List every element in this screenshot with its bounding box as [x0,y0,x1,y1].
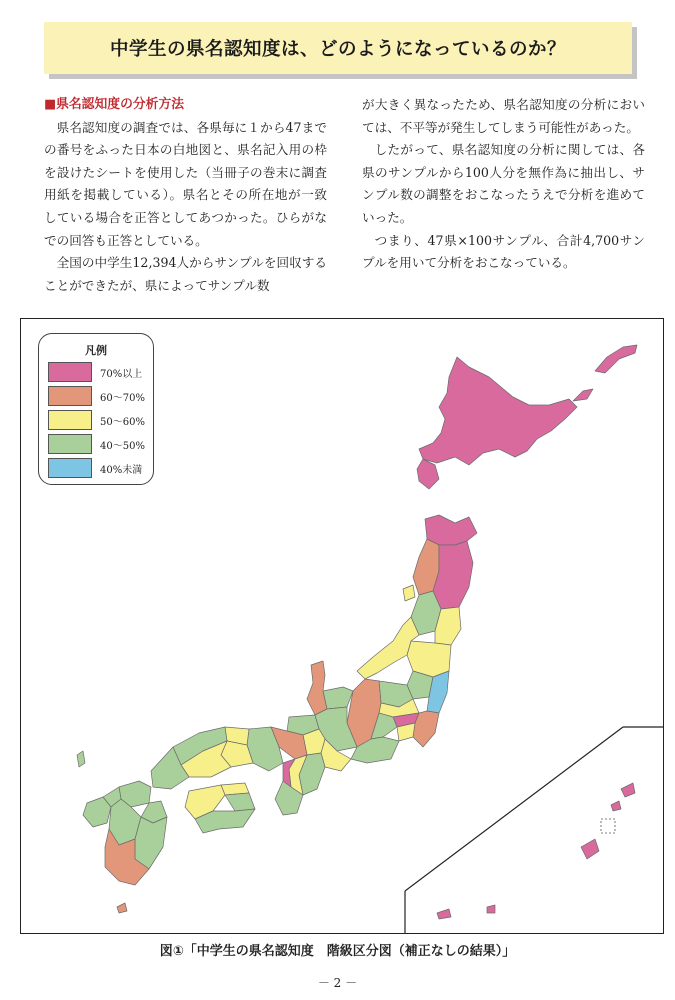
paragraph: したがって、県名認知度の分析に関しては、各県のサンプルから100人分を無作為に抽出し、サンプル数の調整をおこなったうえで分析を進めていった。 [362,142,645,225]
island-okinawa-4 [487,905,495,913]
island-okinawa-3 [437,909,451,919]
legend-swatch [48,434,92,454]
figure-caption: 図①「中学生の県名認知度 階級区分図（補正なしの結果）」 [159,944,516,959]
island-yakushima [117,903,127,913]
pref-hokkaido [419,357,577,465]
text-column-left [44,94,327,297]
legend-title: 凡例 [85,344,107,357]
island-kuril-2 [573,389,593,401]
pref-okinawa [581,839,599,859]
legend-label: 40%未満 [100,465,143,476]
paragraph: つまり、47県×100サンプル、合計4,700サンプルを用いて分析をおこなっている。 [362,232,645,271]
legend-swatch [48,458,92,478]
paragraph: 全国の中学生12,394人からサンプルを回収することができたが、県によってサンプル数 [44,255,327,293]
legend-label: 60～70% [100,393,145,404]
legend-swatch [48,362,92,382]
island-tsushima [77,751,85,767]
paragraph: 県名認知度の調査では、各県毎に１から47までの番号をふった日本の白地図と、県名記入用の枠を設けたシートを使用した（当冊子の巻末に調査用紙を掲載している）。県名とその所在地が一致している場合を正答としてあつかった。ひらがなでの回答も正答としている。 [44,119,327,248]
page-title: 中学生の県名認知度は、どのようになっているのか？ [109,39,566,60]
title-box [44,22,632,74]
legend-label: 70%以上 [100,369,143,380]
pref-iwate [433,541,473,609]
pref-tokushima [225,793,255,811]
legend-swatch [48,386,92,406]
island-sado [403,585,415,601]
island-kuril [595,345,637,373]
pref-ishikawa [307,661,327,715]
pref-toyama [323,687,353,709]
island-okinawa-2 [621,783,635,797]
legend-label: 40～50% [100,441,145,452]
inset-divider-line [405,727,623,891]
inset-marker [601,819,615,833]
text-column-right [362,94,645,275]
island-okinawa-5 [611,801,621,811]
pref-nagasaki [83,797,111,827]
hokkaido-peninsula [417,459,439,489]
map-legend [38,333,154,485]
section-heading: ■県名認知度の分析方法 [44,97,185,112]
page-number: － 2 － [317,976,358,990]
pref-miyazaki [135,817,167,869]
legend-swatch [48,410,92,430]
pref-aomori [425,515,477,545]
legend-label: 50～60% [100,417,145,428]
choropleth-map-frame [20,318,664,934]
paragraph-continuation: が大きく異なったため、県名認知度の分析においては、不平等が発生してしまう可能性があった。 [362,97,645,135]
